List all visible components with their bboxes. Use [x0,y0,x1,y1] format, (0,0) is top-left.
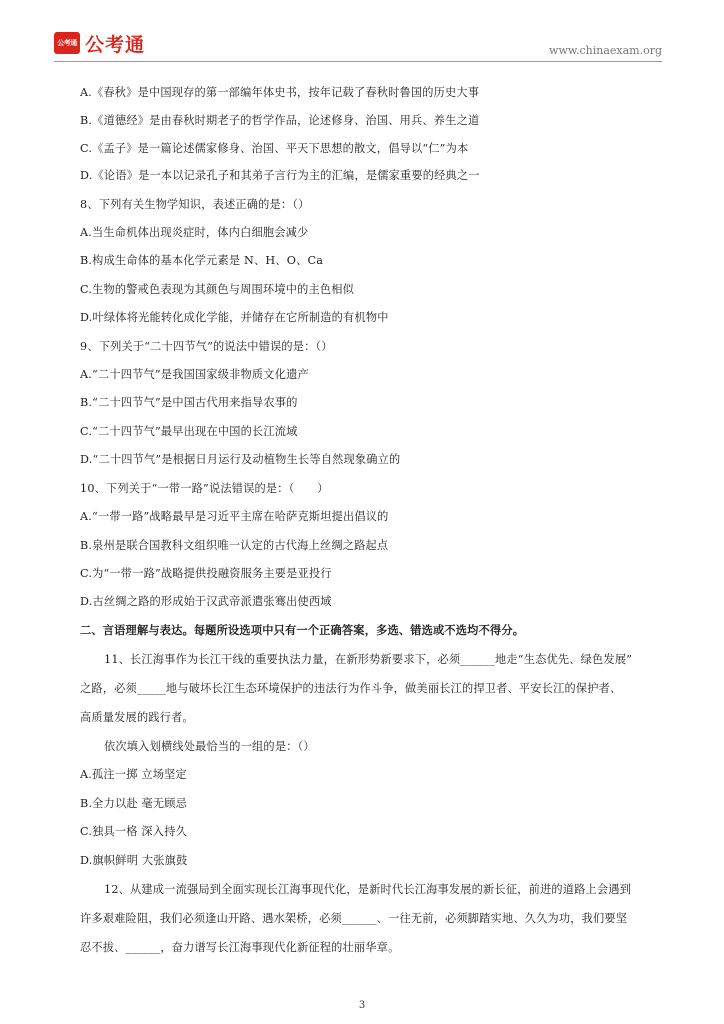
option-line: D.“二十四节气”是根据日月运行及动植物生长等自然现象确立的 [80,453,401,466]
question-line: 高质量发展的践行者。 [80,711,194,724]
question-line: 8、下列有关生物学知识，表述正确的是：（） [80,198,310,211]
option-line: D.古丝绸之路的形成始于汉武帝派遣张骞出使西域 [80,595,332,608]
question-line: 12、从建成一流强局到全面实现长江海事现代化，是新时代长江海事发展的新长征，前进的道路上会遇到 [104,883,632,896]
option-line: D.叶绿体将光能转化成化学能，并储存在它所制造的有机物中 [80,311,389,324]
option-line: A.孤注一掷 立场坚定 [80,768,187,781]
logo-text: 公考通 [85,33,146,56]
question-line: 忍不拔、______，奋力谱写长江海事现代化新征程的壮丽华章。 [80,941,400,954]
question-line: 11、长江海事作为长江干线的重要执法力量，在新形势新要求下，必须______地走“生态优先、绿色发展” [104,653,633,666]
question-line: 10、下列关于“一带一路”说法错误的是：（ ） [80,482,329,495]
logo [54,30,145,56]
option-line: C.为“一带一路”战略提供投融资服务主要是亚投行 [80,567,332,580]
question-line: 9、下列关于“二十四节气”的说法中错误的是：（） [80,340,333,353]
option-line: C.生物的警戒色表现为其颜色与周围环境中的主色相似 [80,283,355,296]
option-line: D.《论语》是一本以记录孔子和其弟子言行为主的汇编，是儒家重要的经典之一 [80,169,480,182]
option-line: A.《春秋》是中国现存的第一部编年体史书，按年记载了春秋时鲁国的历史大事 [80,86,480,99]
header-divider [54,61,662,62]
page-header [0,0,724,62]
question-line: 依次填入划横线处最恰当的一组的是：（） [104,740,315,753]
question-line: 许多艰难险阻，我们必须逢山开路、遇水架桥，必须______、一往无前，必须脚踏实地、久久为功，我们要坚 [80,912,628,925]
logo-mark: 公考通 [54,32,80,54]
page-number: 3 [358,1000,366,1011]
option-line: B.“二十四节气”是中国古代用来指导农事的 [80,396,298,409]
option-line: A.“一带一路”战略最早是习近平主席在哈萨克斯坦提出倡议的 [80,510,389,523]
option-line: C.独具一格 深入持久 [80,825,187,838]
option-line: B.全力以赴 毫无顾忌 [80,797,188,810]
option-line: C.《孟子》是一篇论述儒家修身、治国、平天下思想的散文，倡导以“仁”为本 [80,142,469,155]
question-line: 之路，必须_____地与破坏长江生态环境保护的违法行为作斗争，做美丽长江的捍卫者、平安长江的保护者、 [80,682,622,695]
option-line: C.“二十四节气”最早出现在中国的长江流域 [80,425,298,438]
site-url: www.chinaexam.org [549,44,662,57]
option-line: D.旗帜鲜明 大张旗鼓 [80,854,188,867]
section-heading: 二、言语理解与表达。每题所设选项中只有一个正确答案，多选、错选或不选均不得分。 [80,624,525,637]
option-line: B.《道德经》是由春秋时期老子的哲学作品，论述修身、治国、用兵、养生之道 [80,114,480,127]
option-line: A.当生命机体出现炎症时，体内白细胞会减少 [80,226,309,239]
option-line: B.泉州是联合国教科文组织唯一认定的古代海上丝绸之路起点 [80,539,389,552]
option-line: A.“二十四节气”是我国国家级非物质文化遗产 [80,368,309,381]
option-line: B.构成生命体的基本化学元素是 N、H、O、Ca [80,254,324,267]
